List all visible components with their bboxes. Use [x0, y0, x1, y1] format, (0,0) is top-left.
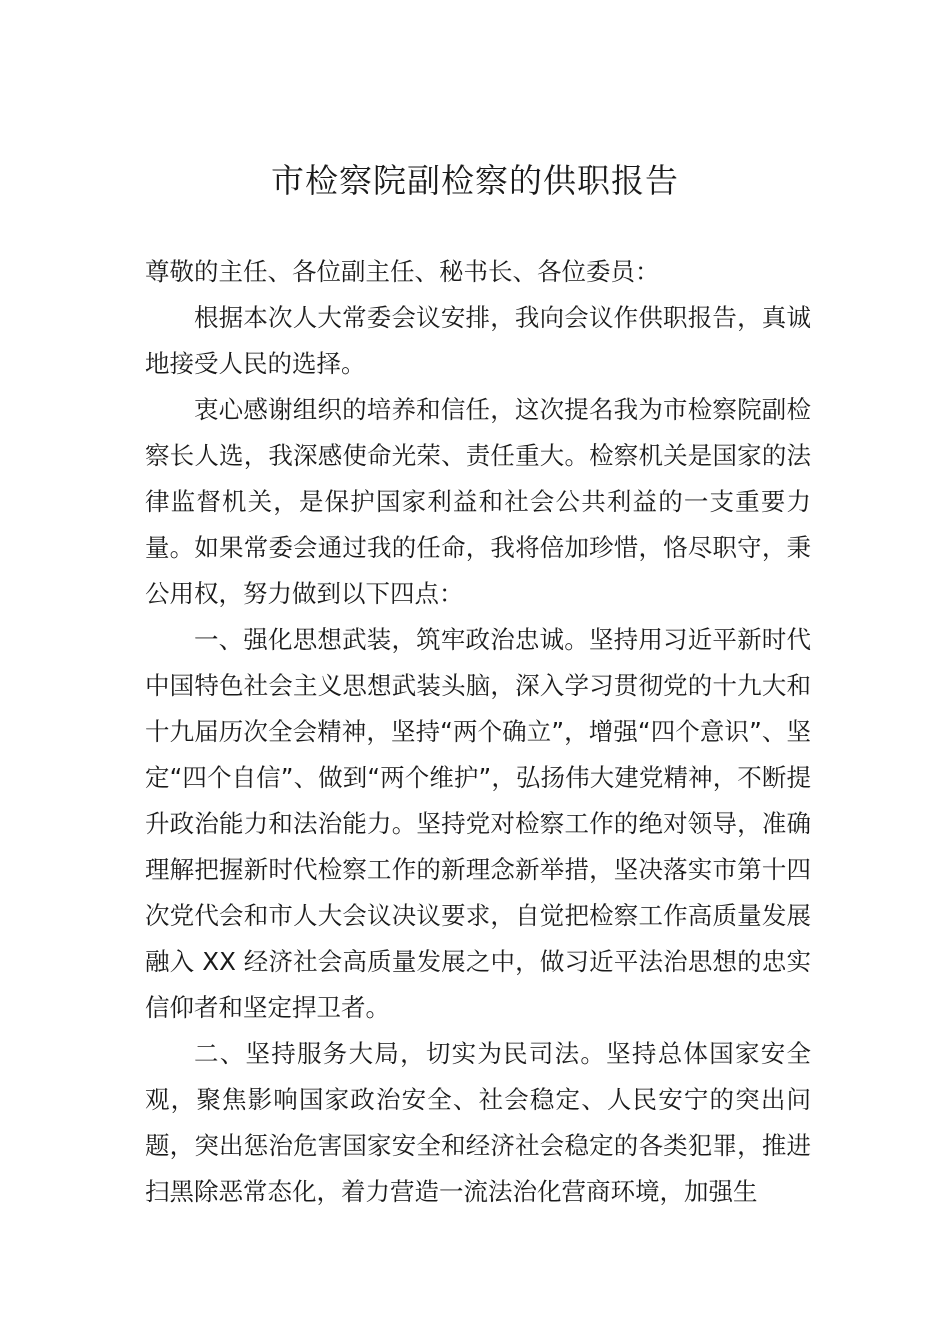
paragraph-intro: 根据本次人大常委会议安排，我向会议作供职报告，真诚地接受人民的选择。 — [145, 303, 811, 378]
paragraph-point-one: 一、强化思想武装，筑牢政治忠诚。坚持用习近平新时代中国特色社会主义思想武装头脑，深入学习贯彻党的十九大和十九届历次全会精神，坚持“两个确立”，增强“四个意识”、坚定“四个自信”、做到“两个维护”，弘扬伟大建党精神，不断提升政治能力和法治能力。坚持党对检察工作的绝对领导，准确理解把握新时代检察工作的新理念新举措，坚决落实市第十四次党代会和市人大会议决议要求，自觉把检察工作高质量发展融入 XX 经济社会高质量发展之中，做习近平法治思想的忠实信仰者和坚定捍卫者。 — [145, 625, 811, 1022]
document-title: 市检察院副检察的供职报告 — [271, 161, 679, 200]
paragraph-point-two: 二、坚持服务大局，切实为民司法。坚持总体国家安全观，聚焦影响国家政治安全、社会稳定、人民安宁的突出问题，突出惩治危害国家安全和经济社会稳定的各类犯罪，推进扫黑除恶常态化，着力营造一流法治化营商环境，加强生 — [145, 1039, 811, 1206]
salutation: 尊敬的主任、各位副主任、秘书长、各位委员： — [145, 257, 660, 286]
paragraph-gratitude: 衷心感谢组织的培养和信任，这次提名我为市检察院副检察长人选，我深感使命光荣、责任重大。检察机关是国家的法律监督机关，是保护国家利益和社会公共利益的一支重要力量。如果常委会通过我的任命，我将倍加珍惜，恪尽职守，秉公用权，努力做到以下四点： — [145, 395, 811, 608]
document-body — [145, 249, 811, 1215]
